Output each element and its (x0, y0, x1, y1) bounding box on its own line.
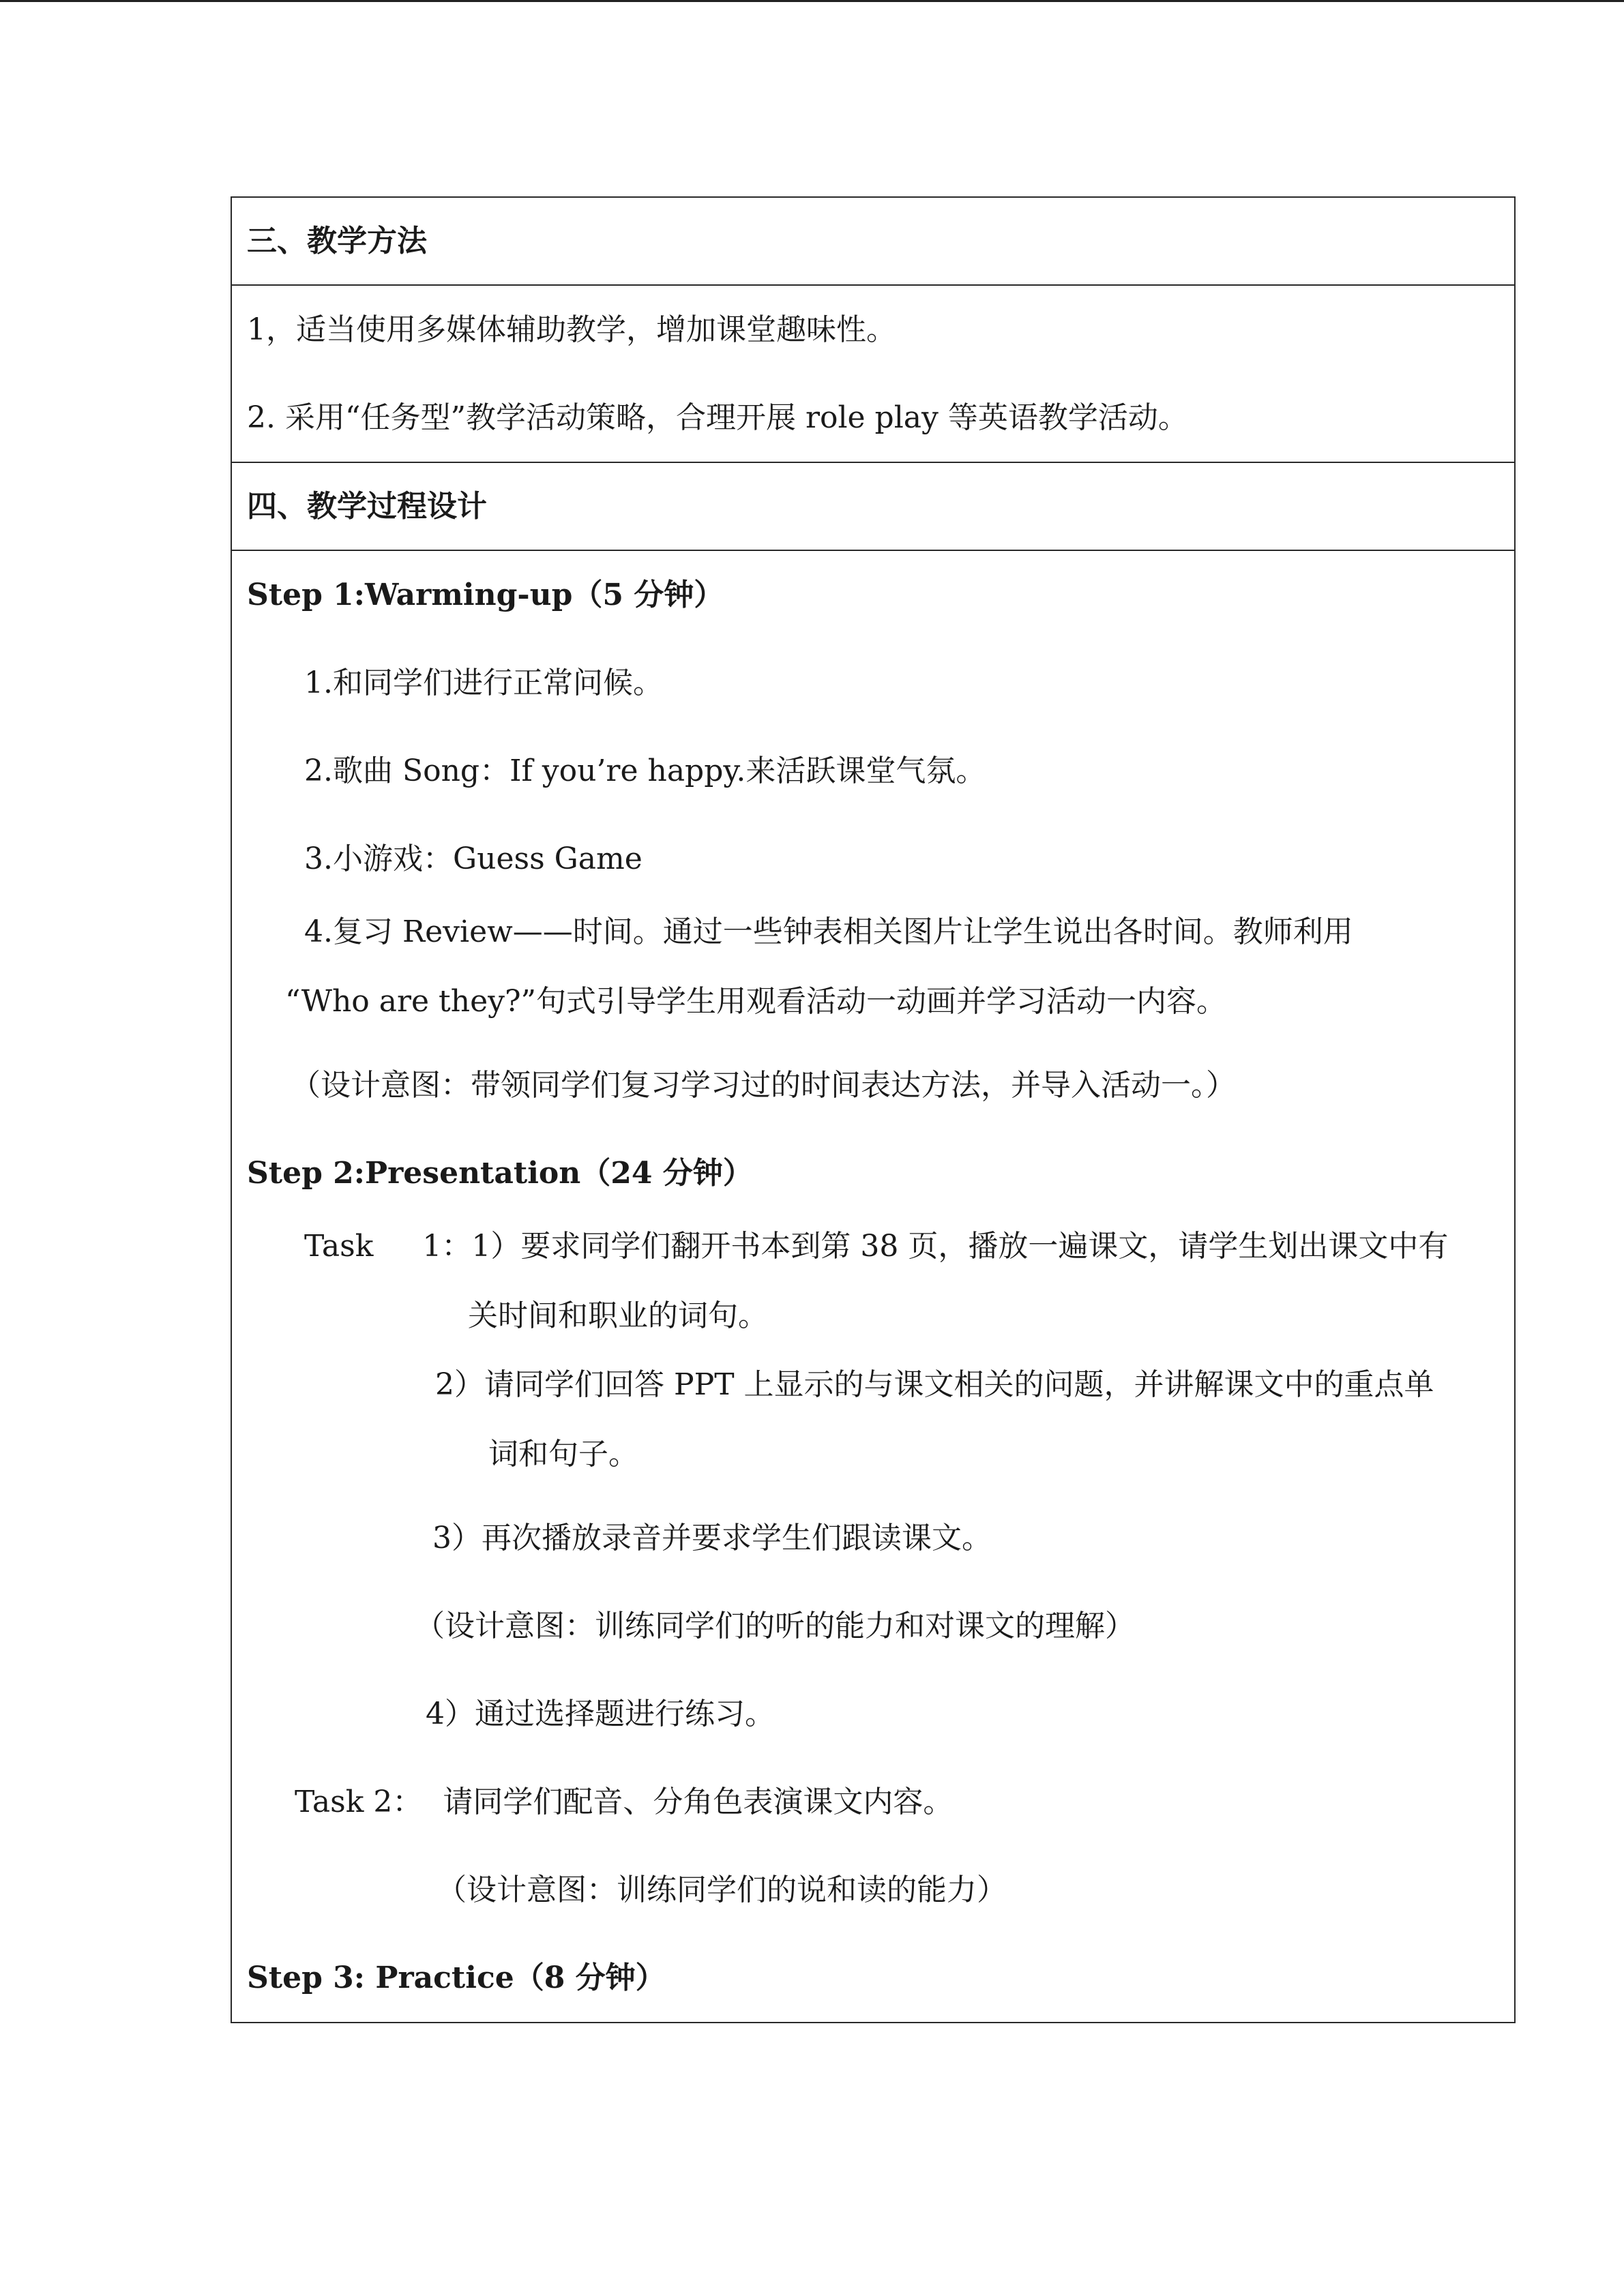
task1-text: 1：1）要求同学们翻开书本到第 38 页，播放一遍课文，请学生划出课文中有 (422, 1229, 1449, 1264)
step1-note: （设计意图：带领同学们复习学习过的时间表达方法，并导入活动一。） (291, 1068, 1236, 1103)
step2-task1 (232, 1217, 1514, 1276)
task2-text: 请同学们配音、分角色表演课文内容。 (443, 1785, 954, 1819)
page-top-rule (0, 0, 1624, 2)
section4-header-row (232, 463, 1514, 551)
step2-sub2-cont: 词和句子。 (488, 1437, 638, 1472)
section3-body-row (232, 286, 1514, 463)
step2-sub4: 4）通过选择题进行练习。 (426, 1697, 775, 1731)
step2-note1: （设计意图：训练同学们的听的能力和对课文的理解） (415, 1609, 1135, 1643)
step3-label: Step 3: Practice（8 分钟） (247, 1960, 666, 1995)
step1-item-4-cont: “Who are they?”句式引导学生用观看活动一动画并学习活动一内容。 (285, 984, 1227, 1019)
section3-title: 三、教学方法 (247, 224, 427, 258)
section3-header-row (232, 198, 1514, 286)
step2-sub2: 2）请同学们回答 PPT 上显示的与课文相关的问题，并讲解课文中的重点单 (435, 1367, 1434, 1402)
step1-item-4: 4.复习 Review——时间。通过一些钟表相关图片让学生说出各时间。教师利用 (304, 914, 1353, 949)
step1-item-1: 1.和同学们进行正常问候。 (304, 666, 663, 700)
step2-label: Step 2:Presentation（24 分钟） (247, 1156, 753, 1191)
section3-item-1: 1，适当使用多媒体辅助教学，增加课堂趣味性。 (247, 312, 896, 347)
task2-label: Task 2： (295, 1785, 423, 1819)
step2-task1-cont: 关时间和职业的词句。 (468, 1298, 768, 1333)
step2-sub3: 3）再次播放录音并要求学生们跟读课文。 (432, 1521, 992, 1555)
section4-title: 四、教学过程设计 (247, 489, 487, 524)
step1-item-3: 3.小游戏：Guess Game (304, 841, 643, 876)
task1-label: Task (304, 1229, 374, 1264)
step2-note2: （设计意图：训练同学们的说和读的能力） (437, 1873, 1007, 1907)
step2-task2 (232, 1758, 1514, 1846)
step1-label: Step 1:Warming-up（5 分钟） (247, 578, 724, 612)
section3-item-2: 2. 采用“任务型”教学活动策略，合理开展 role play 等英语教学活动。 (247, 400, 1188, 435)
lesson-plan-table (231, 196, 1516, 2023)
step1-item-2: 2.歌曲 Song：If you’re happy.来活跃课堂气氛。 (304, 754, 986, 788)
section4-body-row (232, 551, 1514, 2022)
